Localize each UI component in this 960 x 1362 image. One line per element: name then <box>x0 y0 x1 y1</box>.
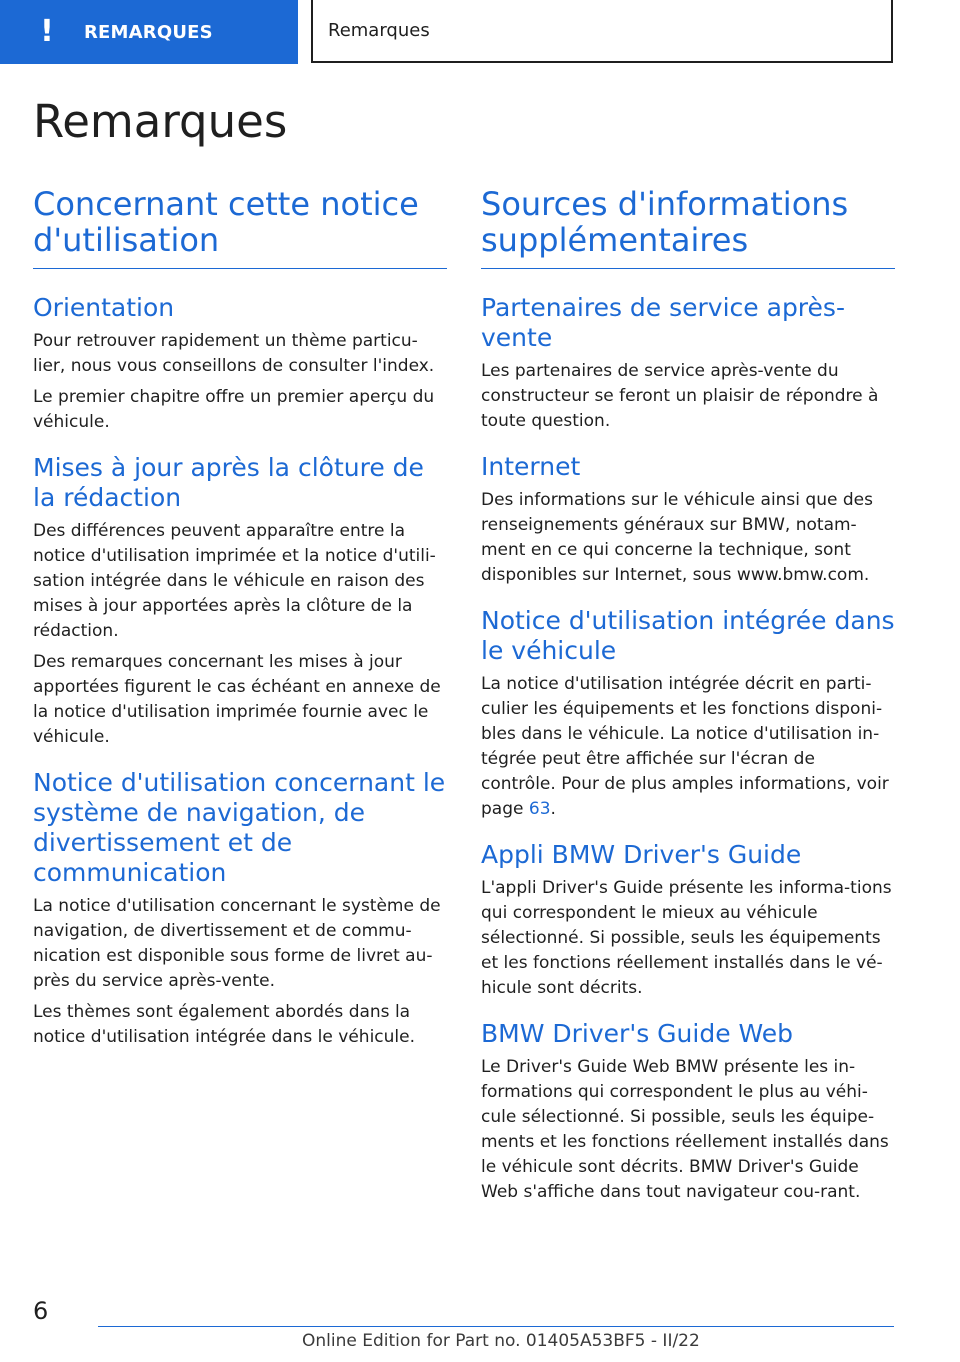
footer-divider <box>98 1326 894 1327</box>
paragraph: Des remarques concernant les mises à jour apportées figurent le cas échéant en annexe de la notice d'utilisation imprimée fournie avec le véhicule. <box>33 652 441 747</box>
paragraph: Pour retrouver rapidement un thème particu-lier, nous vous conseillons de consulter l'index. <box>33 331 435 376</box>
paragraph: Le premier chapitre offre un premier aperçu du véhicule. <box>33 387 435 432</box>
paragraph: L'appli Driver's Guide présente les informa-tions qui correspondent le mieux au véhicule sélectionné. Si possible, seuls les équipements et les fonctions réellement installés dans le vé-hicule sont décrits. <box>481 878 892 998</box>
right-column <box>481 186 895 1205</box>
left-column <box>33 186 447 1050</box>
chapter-tab <box>0 0 298 64</box>
paragraph: Les thèmes sont également abordés dans la notice d'utilisation intégrée dans le véhicule. <box>33 1002 415 1047</box>
section-title-additional-sources: Sources d'informations supplémentaires <box>481 186 895 269</box>
heading-orientation: Orientation <box>33 293 175 322</box>
page-title: Remarques <box>33 95 288 148</box>
footer-edition: Online Edition for Part no. 01405A53BF5 - II/22 <box>302 1331 700 1351</box>
paragraph: Les partenaires de service après-vente du constructeur se feront un plaisir de répondre à toute question. <box>481 361 879 431</box>
paragraph: Des informations sur le véhicule ainsi que des renseignements généraux sur BMW, notam-ment en ce qui concerne la technique, sont disponibles sur Internet, sous www.bmw.com. <box>481 490 873 585</box>
heading-integrated-manual: Notice d'utilisation intégrée dans le véhicule <box>481 606 895 665</box>
paragraph-text: . <box>550 799 556 819</box>
section-title-about-manual: Concernant cette notice d'utilisation <box>33 186 447 269</box>
heading-service-partners: Partenaires de service après-vente <box>481 293 845 352</box>
heading-internet: Internet <box>481 452 581 481</box>
paragraph: Des différences peuvent apparaître entre la notice d'utilisation imprimée et la notice d'utili-sation intégrée dans le véhicule en raison des mises à jour apportées après la clôture de la rédaction. <box>33 521 436 641</box>
paragraph: Le Driver's Guide Web BMW présente les in-formations qui correspondent le plus au véhi-cule sélectionné. Si possible, seuls les équipe-ments et les fonctions réellement installés dans le véhicule sont décrits. BMW Driver's Guide Web s'affiche dans tout navigateur cou-rant. <box>481 1057 889 1202</box>
paragraph: La notice d'utilisation concernant le système de navigation, de divertissement et de commu-nication est disponible sous forme de livret au-près du service après-vente. <box>33 896 441 991</box>
heading-navigation-manual: Notice d'utilisation concernant le système de navigation, de divertissement et de communication <box>33 768 446 887</box>
breadcrumb-label: Remarques <box>328 20 430 41</box>
heading-drivers-guide-web: BMW Driver's Guide Web <box>481 1019 794 1048</box>
chapter-tab-label: REMARQUES <box>84 21 213 43</box>
paragraph <box>481 672 895 822</box>
breadcrumb <box>311 0 893 63</box>
exclamation-icon: ! <box>40 14 54 49</box>
heading-updates: Mises à jour après la clôture de la rédaction <box>33 453 424 512</box>
page-number: 6 <box>33 1297 49 1325</box>
heading-drivers-guide-app: Appli BMW Driver's Guide <box>481 840 802 869</box>
paragraph-text: La notice d'utilisation intégrée décrit en parti-culier les équipements et les fonctions disponi-bles dans le véhicule. La notice d'utilisation in-tégrée peut être affichée sur l'écran de contrôle. Pour de plus amples informations, voir page <box>481 674 889 819</box>
page-reference-link[interactable]: 63 <box>528 799 551 819</box>
